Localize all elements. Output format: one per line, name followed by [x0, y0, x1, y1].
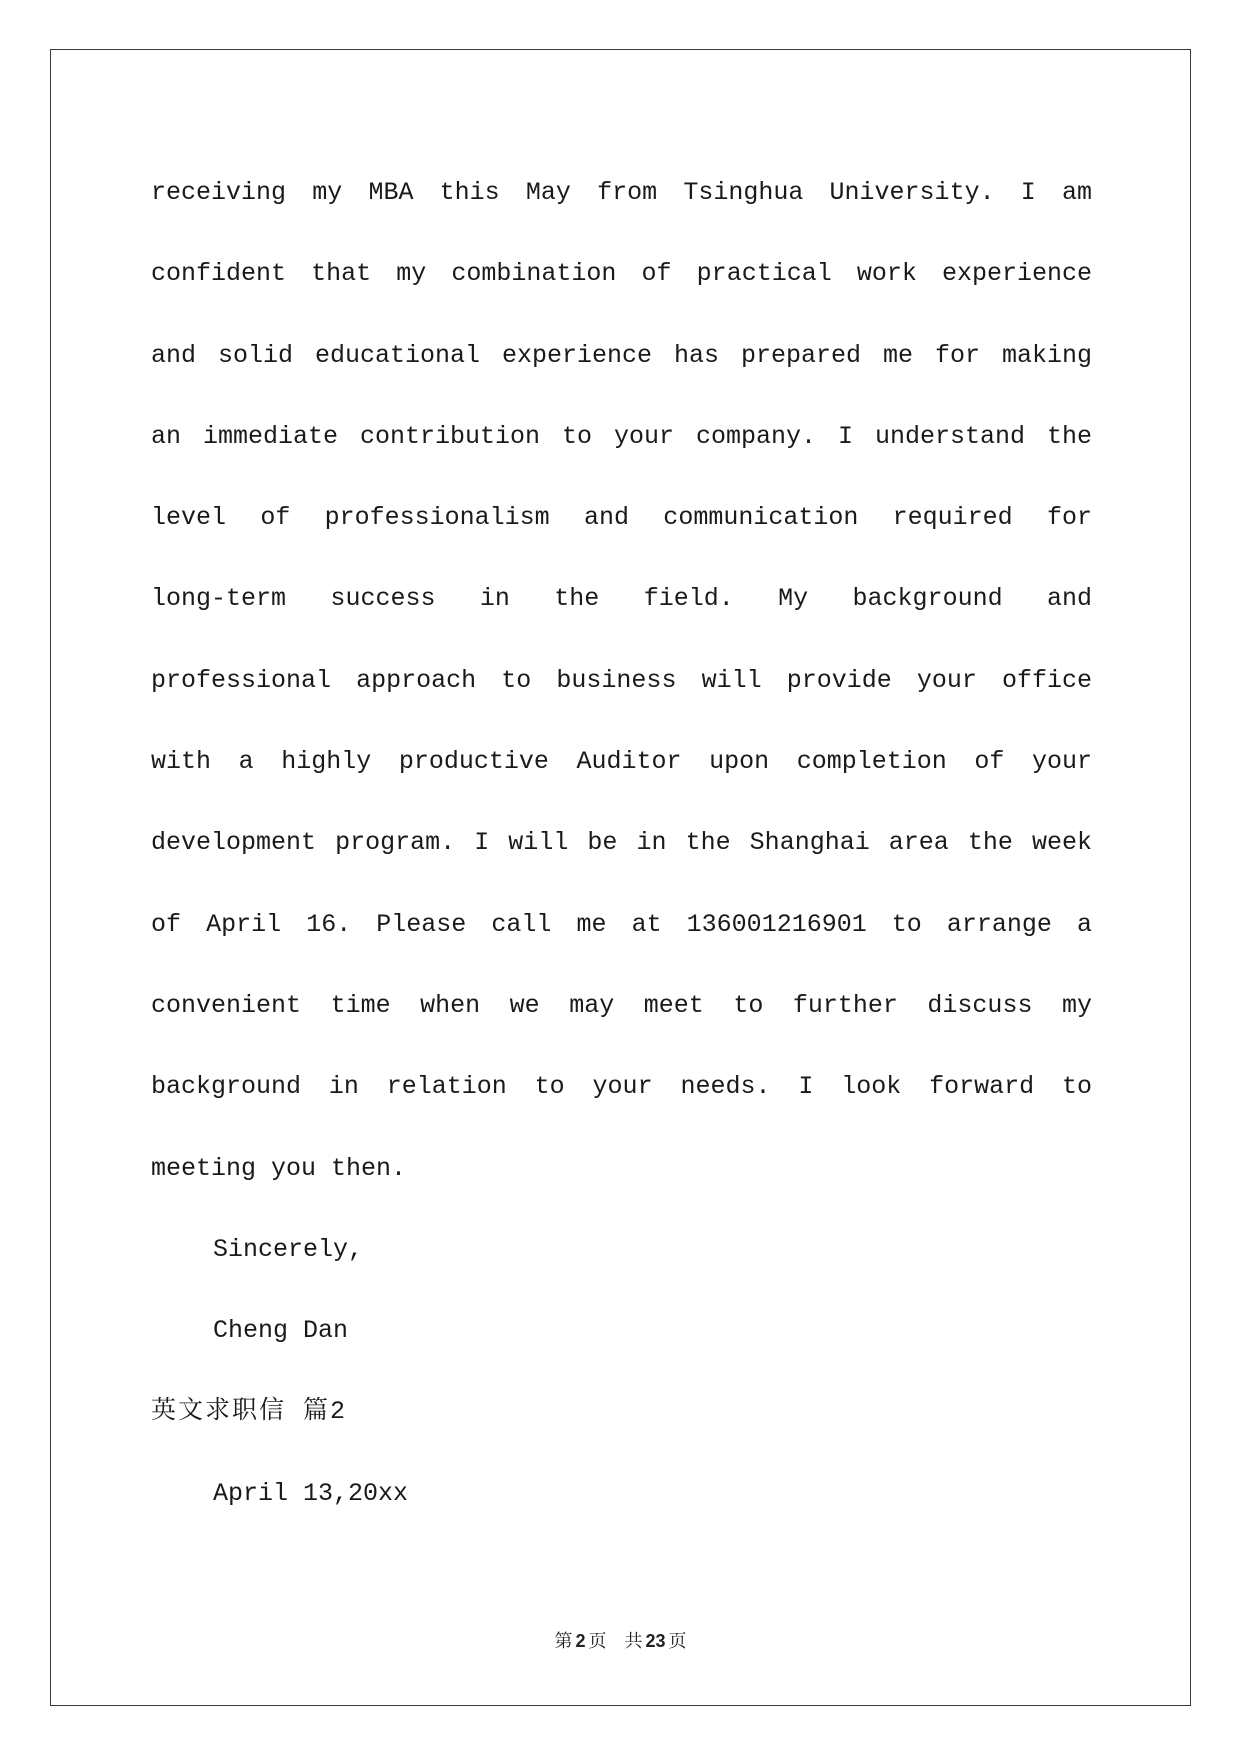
body-line: background in relation to your needs. I look forward to: [151, 1072, 1092, 1102]
total-pages-suffix: 页: [668, 1631, 687, 1651]
body-line: an immediate contribution to your company. I understand the: [151, 421, 1092, 451]
total-pages-prefix: 共: [624, 1631, 643, 1651]
page-number-suffix: 页: [588, 1631, 607, 1651]
page-footer: [0, 1628, 1241, 1654]
section-heading: 英文求职信 篇2: [151, 1397, 348, 1427]
body-line-last: meeting you then.: [151, 1153, 407, 1183]
body-line: development program. I will be in the Shanghai area the week: [151, 828, 1092, 858]
body-line: long-term success in the field. My background and: [151, 584, 1092, 614]
body-line: with a highly productive Auditor upon completion of your: [151, 747, 1092, 777]
page-number: 2: [575, 1631, 586, 1651]
signature: Cheng Dan: [213, 1316, 349, 1346]
letter-date: April 13,20xx: [213, 1478, 409, 1508]
body-line: and solid educational experience has prepared me for making: [151, 340, 1092, 370]
total-pages: 23: [645, 1631, 666, 1651]
body-line: confident that my combination of practical work experience: [151, 259, 1092, 289]
closing: Sincerely,: [213, 1234, 364, 1264]
body-line: level of professionalism and communication required for: [151, 503, 1092, 533]
page-number-prefix: 第: [554, 1631, 573, 1651]
document-body: [151, 152, 1092, 1534]
body-line: professional approach to business will provide your office: [151, 665, 1092, 695]
body-line: of April 16. Please call me at 136001216901 to arrange a: [151, 909, 1092, 939]
body-line: receiving my MBA this May from Tsinghua University. I am: [151, 178, 1092, 207]
body-line: convenient time when we may meet to further discuss my: [151, 990, 1092, 1020]
